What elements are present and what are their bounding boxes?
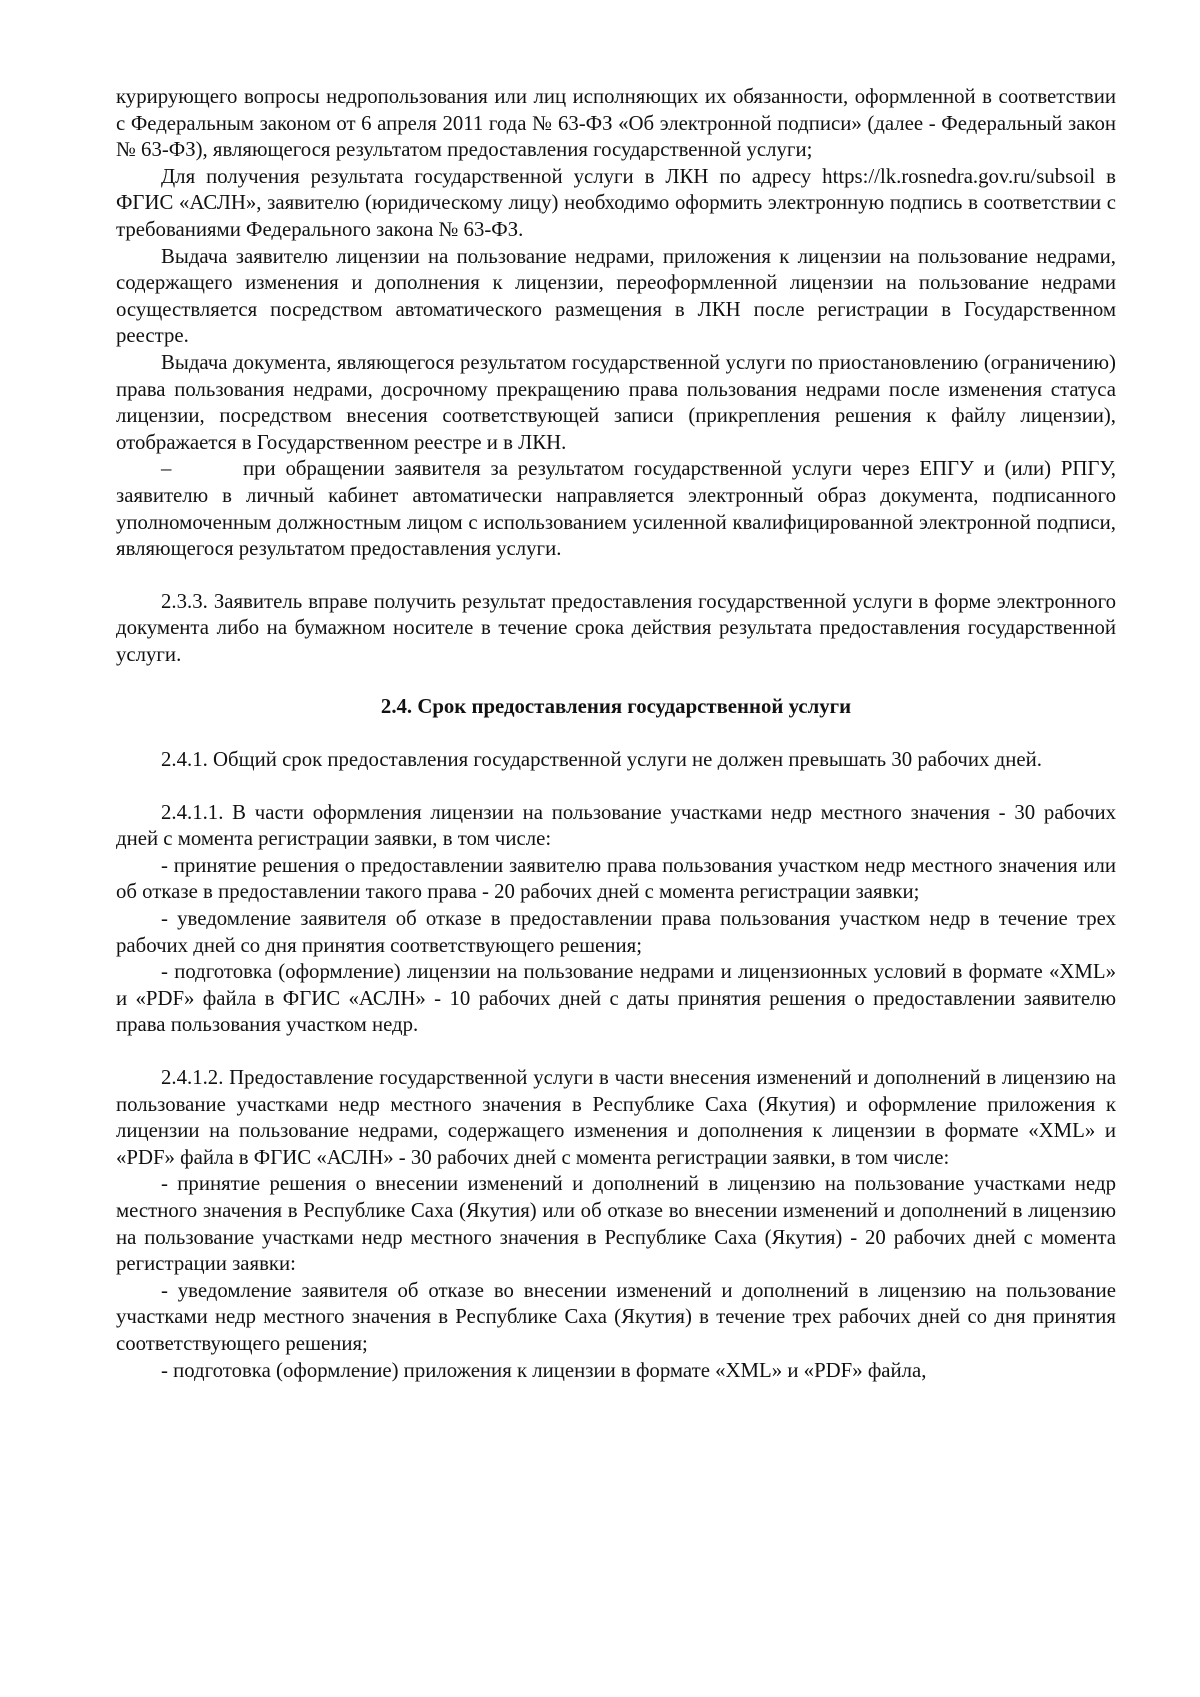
paragraph-2-4-1-2: 2.4.1.2. Предоставление государственной услуги в части внесения изменений и дополнений в лицензию на пользование участками недр местного значения в Республике Саха (Якутия) и оформление приложения к лицензии на пользование недрами, содержащего изменения и дополнения к лицензии в формате «XML» и «PDF» файла в ФГИС «АСЛН» - 30 рабочих дней с момента регистрации заявки, в том числе:: [116, 1066, 1116, 1169]
paragraph-2-4-1: 2.4.1. Общий срок предоставления государственной услуги не должен превышать 30 рабочих дней.: [161, 748, 1042, 772]
list-item-text: при обращении заявителя за результатом государственной услуги через ЕПГУ и (или) РПГУ, заявителю в личный кабинет автоматически направляется электронный образ документа, подписанного уполномоченным должностным лицом с использованием усиленной квалифицированной электронной подписи, являющегося результатом предоставления услуги.: [116, 457, 1116, 561]
paragraph-2-4-1-1: 2.4.1.1. В части оформления лицензии на пользование участками недр местного значения - 30 рабочих дней с момента регистрации заявки, в том числе:: [116, 800, 1116, 851]
list-item-amend-preparation: - подготовка (оформление) приложения к лицензии в формате «XML» и «PDF» файла,: [161, 1358, 927, 1382]
list-item-preparation: - подготовка (оформление) лицензии на пользование недрами и лицензионных условий в формате «XML» и «PDF» файла в ФГИС «АСЛН» - 10 рабочих дней с даты принятия решения о предоставлении заявителю права пользования участком недр.: [116, 960, 1116, 1037]
paragraph-document-issuance: Выдача документа, являющегося результатом государственной услуги по приостановлению (ограничению) права пользования недрами, досрочному прекращению права пользования недрами после изменения статуса лицензии, посредством внесения соответствующей записи (прикрепления решения к файлу лицензии), отображается в Государственном реестре и в ЛКН.: [116, 350, 1116, 454]
list-item-epgu: [116, 456, 1116, 562]
paragraph-license-issuance: Выдача заявителю лицензии на пользование недрами, приложения к лицензии на пользование недрами, содержащего изменения и дополнения к лицензии, переоформленной лицензии на пользование недрами осуществляется посредством автоматического размещения в ЛКН после регистрации в Государственном реестре.: [116, 244, 1116, 348]
list-item-decision: - принятие решения о предоставлении заявителю права пользования участком недр местного значения или об отказе в предоставлении такого права - 20 рабочих дней с момента регистрации заявки;: [116, 853, 1116, 904]
list-item-notification: - уведомление заявителя об отказе в предоставлении права пользования участком недр в течение трех рабочих дней со дня принятия соответствующего решения;: [116, 907, 1116, 957]
dash-marker: –: [161, 457, 172, 481]
document-page: [116, 84, 1116, 1384]
paragraph-2-3-3: 2.3.3. Заявитель вправе получить результат предоставления государственной услуги в форме электронного документа либо на бумажном носителе в течение срока действия результата предоставления государственной услуги.: [116, 589, 1116, 666]
paragraph-continuation: курирующего вопросы недропользования или лиц исполняющих их обязанности, оформленной в соответствии с Федеральным законом от 6 апреля 2011 года № 63-ФЗ «Об электронной подписи» (далее - Федеральный закон № 63-ФЗ), являющегося результатом предоставления государственной услуги;: [116, 85, 1116, 162]
list-item-amend-decision: - принятие решения о внесении изменений и дополнений в лицензию на пользование участками недр местного значения в Республике Саха (Якутия) или об отказе во внесении изменений и дополнений в лицензию на пользование участками недр местного значения в Республике Саха (Якутия) - 20 рабочих дней с момента регистрации заявки:: [116, 1172, 1116, 1276]
paragraph-result-receipt: Для получения результата государственной услуги в ЛКН по адресу https://lk.rosnedra.gov.ru/subsoil в ФГИС «АСЛН», заявителю (юридическому лицу) необходимо оформить электронную подпись в соответствии с требованиями Федерального закона № 63-ФЗ.: [116, 164, 1116, 241]
list-item-amend-notification: - уведомление заявителя об отказе во внесении изменений и дополнений в лицензию на пользование участками недр местного значения в Республике Саха (Якутия) в течение трех рабочих дней со дня принятия соответствующего решения;: [116, 1278, 1116, 1355]
section-heading: 2.4. Срок предоставления государственной услуги: [380, 695, 852, 719]
